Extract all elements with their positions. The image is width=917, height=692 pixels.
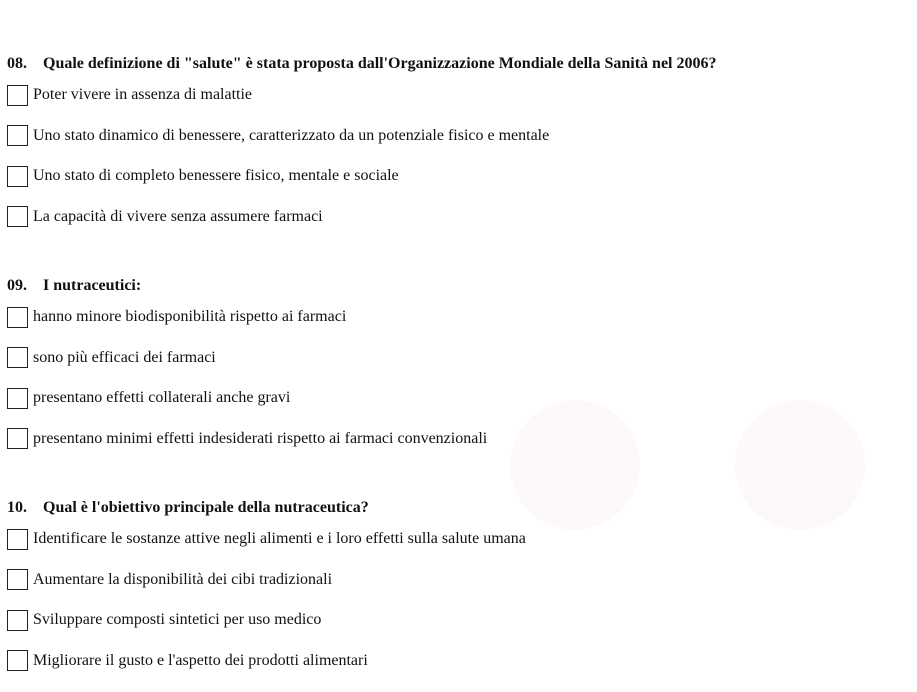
answer-checkbox[interactable] [7,529,28,550]
question-title [7,498,917,518]
answer-label: presentano effetti collaterali anche gravi [33,389,291,406]
question-number: 09. [7,277,27,294]
answer-option[interactable] [7,165,917,187]
answer-checkbox[interactable] [7,610,28,631]
answer-label: Aumentare la disponibilità dei cibi tradizionali [33,570,333,588]
question-09 [7,276,917,450]
answer-option[interactable] [7,569,917,591]
answer-option[interactable] [7,387,917,409]
question-text: I nutraceutici: [43,277,142,294]
answer-option[interactable] [7,306,917,328]
answer-option[interactable] [7,609,917,631]
answer-checkbox[interactable] [7,650,28,671]
question-08 [7,54,917,228]
answer-checkbox[interactable] [7,428,28,449]
question-text: Quale definizione di "salute" è stata proposta dall'Organizzazione Mondiale della Sanità nel 2006? [43,55,717,72]
question-10 [7,498,917,672]
answer-option[interactable] [7,206,917,228]
answer-option[interactable] [7,428,917,450]
answer-label: Identificare le sostanze attive negli alimenti e i loro effetti sulla salute umana [33,530,526,547]
answer-checkbox[interactable] [7,307,28,328]
answer-label: Uno stato di completo benessere fisico, mentale e sociale [33,167,399,184]
answer-options [7,84,917,228]
answer-options [7,528,917,672]
answer-option[interactable] [7,650,917,672]
answer-label: sono più efficaci dei farmaci [33,348,216,366]
question-number: 10. [7,499,27,516]
answer-checkbox[interactable] [7,206,28,227]
answer-label: Migliorare il gusto e l'aspetto dei prodotti alimentari [33,651,368,669]
answer-options [7,306,917,450]
answer-checkbox[interactable] [7,166,28,187]
answer-option[interactable] [7,125,917,147]
answer-label: La capacità di vivere senza assumere farmaci [33,207,323,225]
answer-checkbox[interactable] [7,388,28,409]
question-title [7,54,917,74]
answer-option[interactable] [7,528,917,550]
question-number: 08. [7,55,27,72]
answer-checkbox[interactable] [7,125,28,146]
answer-label: presentano minimi effetti indesiderati rispetto ai farmaci convenzionali [33,429,488,447]
question-title [7,276,917,296]
question-text: Qual è l'obiettivo principale della nutraceutica? [43,499,369,516]
answer-option[interactable] [7,347,917,369]
answer-checkbox[interactable] [7,347,28,368]
answer-checkbox[interactable] [7,569,28,590]
answer-label: Uno stato dinamico di benessere, caratterizzato da un potenziale fisico e mentale [33,126,550,144]
answer-label: Poter vivere in assenza di malattie [33,86,253,103]
answer-label: Sviluppare composti sintetici per uso medico [33,611,322,628]
answer-option[interactable] [7,84,917,106]
answer-checkbox[interactable] [7,85,28,106]
answer-label: hanno minore biodisponibilità rispetto ai farmaci [33,308,347,325]
